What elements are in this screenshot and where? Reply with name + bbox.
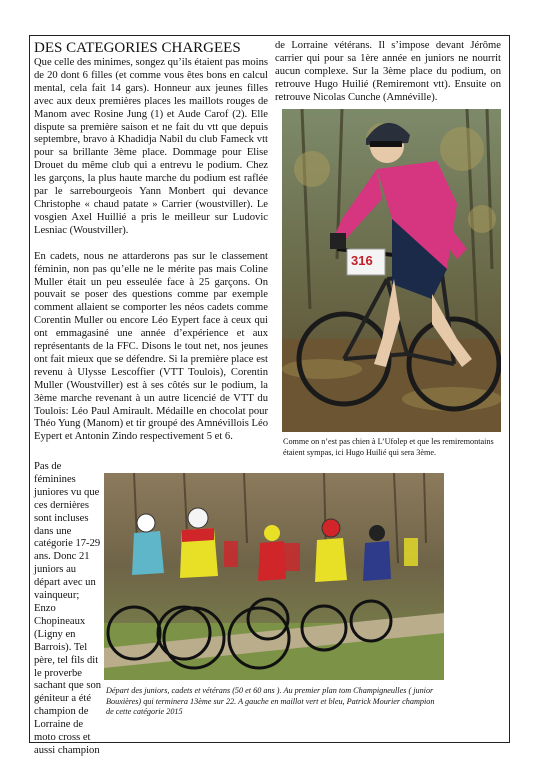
paragraph-cadets: En cadets, nous ne attarderons pas sur le classement féminin, non pas qu’elle ne le mérite pas mais Coline Muller était un peu esseulée face à 25 garçons. On pouvait se poser des questions comme par exemple comment allaient se comporter les néos cadets comme Corentin Muller ou encore Léo Eypert face à ceux qui ont emmagasiné une année d’expérience et aux représentants de la FFC. Disons le tout net, nos jeunes ont fait mieux que se défendre. Si la première place est revenu à Ulysse Lescoffier (VTT Toulois), Corentin Muller (Woustviller) est à ses côtés sur le podium, la 3ème marche revenant à un autre licencié de VTT du Toulois: Léo Paul Amirault. Médaille en chocolat pour Théo Yung (Manom) et tir groupé des Amnévillois Léo Eypert et Antonin Zindo respectivement 5 et 6. (34, 250, 268, 443)
rider-photo-drawing (282, 109, 501, 432)
photo-rider-hugo (282, 109, 501, 432)
column-narrow-left: Pas de féminines juniores vu que ces dernières sont incluses dans une catégorie 17-29 ans. Donc 21 juniors au départ avec un vainqueur; Enzo Chopineaux (Ligny en Barrois). Tel père, tel fils dit le proverbe sachant que son géniteur a été champion de Lorraine de moto cross et aussi champion (34, 461, 102, 756)
bib-number: 316 (351, 253, 373, 268)
race-start-drawing (104, 473, 444, 680)
column-right-text: de Lorraine vétérans. Il s’impose devant Jérôme carrier qui pour sa 1ère année en juniors ne nourrit aucun complexe. Sur la 3ème place du podium, on retrouve Hugo Huilié (Remiremont vtt). Ensuite on retrouve Nicolas Cunche (Amnéville). (275, 40, 501, 103)
caption-top-photo: Comme on n’est pas chien à L’Ufolep et que les remiremontains étaient sympas, ici Hugo Huilié qui sera 3ème. (283, 437, 494, 457)
caption-bottom-photo: Départ des juniors, cadets et vétérans (50 et 60 ans ). Au premier plan tom Champigneulles ( junior Bouxières) qui terminera 13ème sur 22. A gauche en maillot vert et bleu, Patrick Mourier champion de cette catégorie 2015 (106, 686, 435, 717)
paragraph-minimes: Que celle des minimes, songez qu’ils étaient pas moins de 20 dont 6 filles (et comme vous êtes bons en calcul mental, cela fait 14 gars). Honneur aux jeunes filles avec aux deux premières places les maillots rouges de Manom avec Rosine Jung (1) et Aude Carof (2). Elle dispute sa première saison et ne fait du vtt que depuis septembre, bravo à Khadidja Nabil du club Fameck vtt pour sa brillante 3ème place. Dommage pour Elise Drouet du même club qui a entrevu le podium. Chez les garçons, la plus haute marche du podium est raflée par le sarrebourgeois Yann Monbert qui devance Christophe « chaud patate » Carrier (woustviller). Le vosgien Axel Huillié a pris le meilleur sur Ludovic Lesniac (Woustviller). (34, 57, 268, 236)
column-left (34, 57, 268, 444)
photo-race-start (104, 473, 444, 680)
article-title: DES CATEGORIES CHARGEES (34, 40, 241, 56)
